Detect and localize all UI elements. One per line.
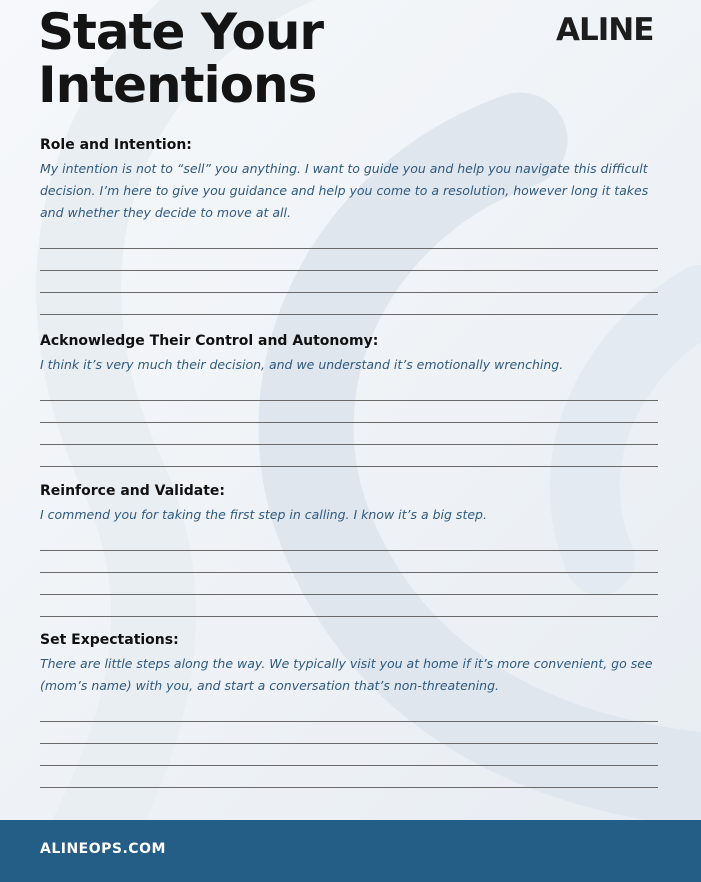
section-reinforce-validate [40,482,660,617]
writing-line[interactable] [40,379,658,401]
section-body: There are little steps along the way. We typically visit you at home if it’s more convenient, go see (mom’s name) with you, and start a conversation that’s non-threatening. [40,656,653,693]
writing-line[interactable] [40,573,658,595]
footer-website-link[interactable]: ALINEOPS.COM [40,841,166,857]
title-line-2: Intentions [38,56,317,114]
section-heading: Role and Intention: [40,137,192,153]
section-body: I think it’s very much their decision, and we understand it’s emotionally wrenching. [40,357,564,372]
writing-line[interactable] [40,271,658,293]
writing-lines [40,700,658,788]
section-heading: Set Expectations: [40,632,179,648]
section-body: My intention is not to “sell” you anything. I want to guide you and help you navigate this difficult decision. I’m here to give you guidance and help you come to a resolution, however long it takes and whether they decide to move at all. [40,161,649,220]
section-set-expectations [40,631,660,788]
writing-line[interactable] [40,722,658,744]
aline-logo: ALINE [556,12,654,48]
writing-line[interactable] [40,551,658,573]
writing-line[interactable] [40,249,658,271]
writing-lines [40,529,658,617]
writing-line[interactable] [40,423,658,445]
writing-line[interactable] [40,744,658,766]
section-heading: Acknowledge Their Control and Autonomy: [40,333,379,349]
title-line-1: State Your [38,3,324,61]
writing-lines [40,227,658,315]
section-role-and-intention [40,136,660,315]
writing-line[interactable] [40,595,658,617]
writing-line[interactable] [40,293,658,315]
section-body: I commend you for taking the first step in calling. I know it’s a big step. [40,507,487,522]
writing-line[interactable] [40,445,658,467]
footer-bar [0,820,701,882]
section-acknowledge-control [40,332,660,467]
writing-line[interactable] [40,700,658,722]
page-title [38,3,458,114]
writing-lines [40,379,658,467]
writing-line[interactable] [40,766,658,788]
writing-line[interactable] [40,401,658,423]
writing-line[interactable] [40,227,658,249]
writing-line[interactable] [40,529,658,551]
section-heading: Reinforce and Validate: [40,483,226,499]
